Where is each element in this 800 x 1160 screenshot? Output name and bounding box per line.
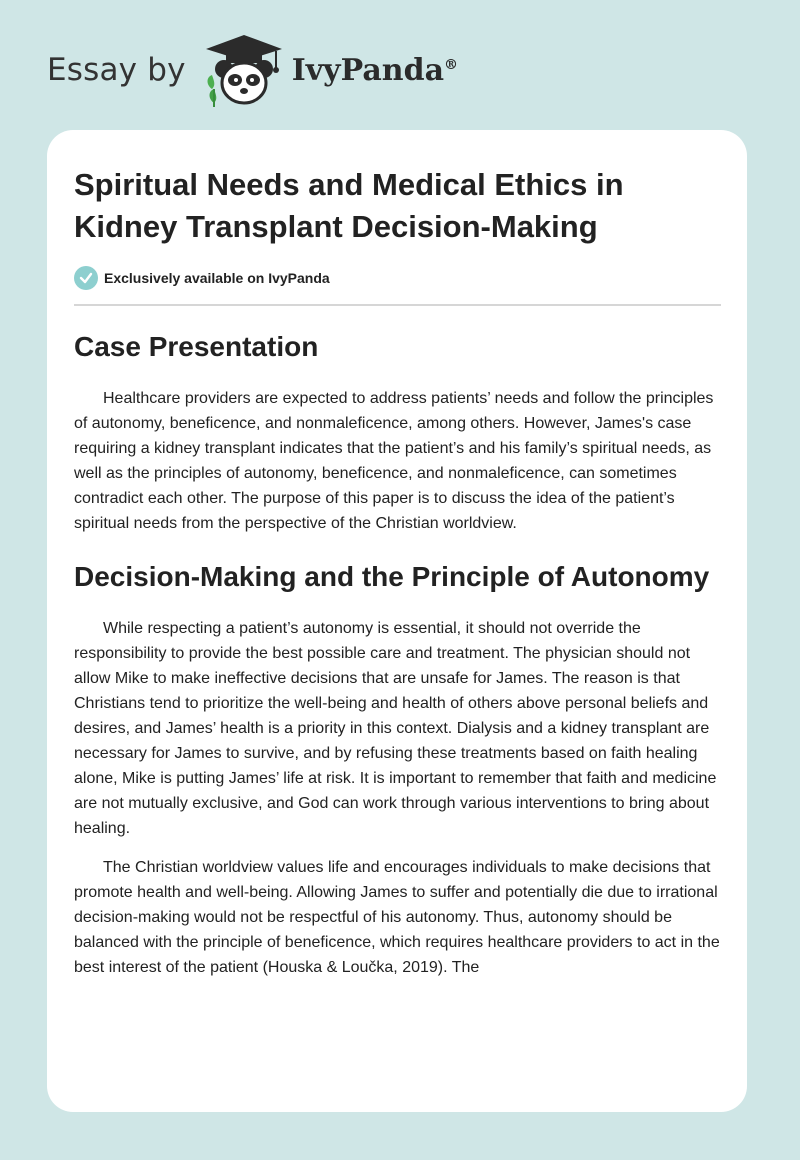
check-icon	[74, 266, 98, 290]
article-title: Spiritual Needs and Medical Ethics in Kidney Transplant Decision-Making	[74, 167, 624, 244]
section-heading: Case Presentation	[74, 331, 319, 362]
registered-mark: ®	[444, 56, 459, 73]
section-heading: Decision-Making and the Principle of Autonomy	[74, 561, 710, 592]
essay-by-label: Essay by	[47, 52, 186, 88]
badge-text: Exclusively available on IvyPanda	[104, 270, 330, 286]
ivypanda-logo[interactable]	[202, 31, 458, 109]
exclusive-badge	[74, 266, 721, 306]
brand-name: IvyPanda®	[291, 52, 459, 88]
article-card	[47, 130, 747, 1112]
site-header	[47, 30, 458, 110]
paragraph: Healthcare providers are expected to address patients’ needs and follow the principles of autonomy, beneficence, and nonmaleficence, among others. However, James's case requiring a kidney transplant indicates that the patient’s and his family’s spiritual needs, as well as the principles of autonomy, beneficence, and nonmaleficence, can sometimes contradict each other. The purpose of this paper is to discuss the idea of the patient’s spiritual needs from the perspective of the Christian worldview.	[74, 390, 714, 532]
paragraph: While respecting a patient’s autonomy is essential, it should not override the responsibility to provide the best possible care and treatment. The physician should not allow Mike to make ineffective decisions that are unsafe for James. The reason is that Christians tend to prioritize the well-being and health of others above personal beliefs and desires, and James’ health is a priority in this context. Dialysis and a kidney transplant are necessary for James to survive, and by refusing these treatments based on faith healing alone, Mike is putting James’ life at risk. It is important to remember that faith and medicine are not mutually exclusive, and God can work through various interventions to bring about healing.	[74, 620, 717, 837]
paragraph: The Christian worldview values life and encourages individuals to make decisions that promote health and well-being. Allowing James to suffer and potentially die due to irrational decision-making would not be respectful of his autonomy. Thus, autonomy should be balanced with the principle of beneficence, which requires healthcare providers to act in the best interest of the patient (Houska & Loučka, 2019). The	[74, 859, 720, 976]
panda-graduate-icon	[202, 31, 286, 109]
